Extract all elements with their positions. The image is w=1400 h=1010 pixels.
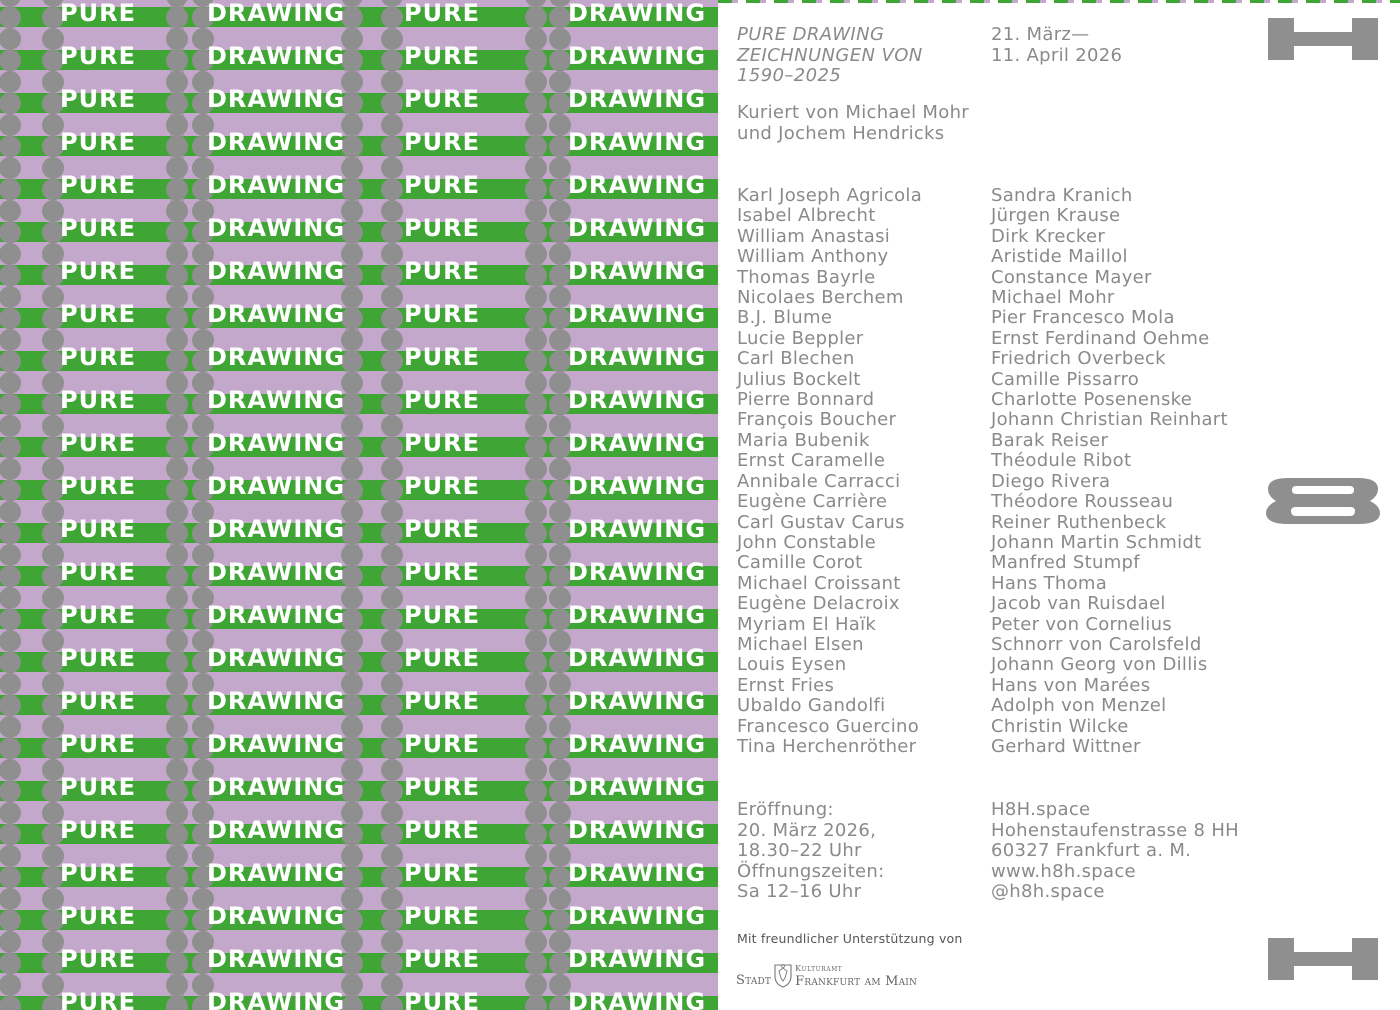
pattern-word: PURE	[60, 429, 136, 457]
artist-name: Carl Blechen	[737, 348, 855, 370]
pattern-word: PURE	[60, 773, 136, 801]
artist-name: Johann Christian Reinhart	[991, 409, 1228, 431]
artist-name: Ernst Caramelle	[737, 450, 886, 472]
pattern-word: PURE	[404, 687, 480, 715]
title-line: 1590–2025	[737, 65, 842, 86]
support-text: Mit freundlicher Unterstützung von	[737, 931, 963, 946]
artist-name: Tina Herchenröther	[737, 735, 917, 757]
artist-name: Reiner Ruthenbeck	[991, 511, 1167, 533]
grey-dot	[0, 888, 21, 910]
pattern-word: DRAWING	[206, 257, 346, 285]
artist-name: Gerhard Wittner	[991, 735, 1141, 757]
venue-website[interactable]: www.h8h.space	[991, 860, 1136, 882]
pattern-word: DRAWING	[567, 128, 707, 156]
artist-name: Michael Mohr	[991, 287, 1115, 309]
pattern-word: PURE	[404, 214, 480, 242]
pattern-word: PURE	[404, 730, 480, 758]
pattern-word: PURE	[60, 472, 136, 500]
artist-name: Michael Croissant	[737, 572, 901, 594]
pattern-word: PURE	[60, 558, 136, 586]
grey-dot	[381, 265, 403, 287]
grey-dot	[0, 71, 21, 93]
grey-dot	[0, 437, 21, 459]
pattern-word: DRAWING	[567, 472, 707, 500]
pattern-word: DRAWING	[206, 85, 346, 113]
artist-name: Myriam El Haïk	[737, 613, 877, 635]
grey-dot	[0, 824, 21, 846]
grey-dot	[381, 716, 403, 738]
pattern-word: PURE	[60, 515, 136, 543]
artist-name: Maria Bubenik	[737, 429, 870, 451]
pattern-word: DRAWING	[567, 515, 707, 543]
grey-dot	[381, 673, 403, 695]
artist-name: Annibale Carracci	[737, 470, 901, 492]
exhibition-title	[737, 25, 923, 87]
artist-name: Pierre Bonnard	[737, 389, 875, 411]
grey-dot	[0, 286, 21, 308]
grey-dot	[381, 458, 403, 480]
pattern-word: PURE	[60, 85, 136, 113]
pattern-word: PURE	[404, 171, 480, 199]
venue-city: 60327 Frankfurt a. M.	[991, 840, 1192, 861]
text-panel	[718, 0, 1400, 1010]
artist-name: Adolph von Menzel	[991, 695, 1167, 717]
pattern-word: DRAWING	[567, 214, 707, 242]
opening-line: Sa 12–16 Uhr	[737, 881, 862, 902]
artist-name: Ubaldo Gandolfi	[737, 695, 886, 717]
grey-dot	[0, 28, 21, 50]
artist-name: Sandra Kranich	[991, 185, 1133, 206]
eight-logo-icon	[1266, 478, 1380, 524]
pattern-word: DRAWING	[206, 0, 346, 27]
artist-name: Hans Thoma	[991, 572, 1108, 594]
artist-name: Ernst Fries	[737, 674, 835, 696]
artist-name: Lucie Beppler	[737, 327, 864, 349]
artist-name: William Anthony	[737, 246, 889, 268]
title-line: ZEICHNUNGEN VON	[737, 44, 923, 66]
artist-name: Carl Gustav Carus	[737, 511, 905, 533]
grey-dot	[0, 931, 21, 953]
pattern-word: DRAWING	[206, 429, 346, 457]
pattern-word: PURE	[404, 472, 480, 500]
artist-name: Diego Rivera	[991, 470, 1111, 492]
opening-line: Eröffnung:	[737, 799, 834, 820]
pattern-word: PURE	[404, 558, 480, 586]
grey-dot	[381, 630, 403, 652]
pattern-word: PURE	[60, 988, 136, 1010]
logo-right-text	[795, 962, 917, 988]
pattern-word: PURE	[404, 85, 480, 113]
pattern-word: PURE	[404, 42, 480, 70]
artist-name: Manfred Stumpf	[991, 552, 1140, 574]
grey-dot	[381, 867, 403, 889]
grey-dot	[0, 673, 21, 695]
grey-dot	[0, 630, 21, 652]
artist-name: Julius Bockelt	[737, 368, 861, 390]
grey-dot	[0, 738, 21, 760]
pattern-word: DRAWING	[567, 859, 707, 887]
pattern-word: PURE	[60, 816, 136, 844]
date-line: 21. März—	[991, 24, 1090, 45]
pattern-word: PURE	[404, 429, 480, 457]
grey-dot	[0, 867, 21, 889]
artist-name: Friedrich Overbeck	[991, 348, 1166, 370]
grey-dot	[0, 136, 21, 158]
pattern-word: PURE	[60, 171, 136, 199]
pattern-word: DRAWING	[567, 257, 707, 285]
grey-dot	[0, 910, 21, 932]
grey-dot	[381, 50, 403, 72]
pattern-word: DRAWING	[206, 601, 346, 629]
grey-dot	[0, 759, 21, 781]
grey-dot	[381, 179, 403, 201]
artist-name: John Constable	[737, 531, 877, 553]
artist-name: Dirk Krecker	[991, 225, 1106, 247]
pattern-word: DRAWING	[206, 558, 346, 586]
pattern-word: DRAWING	[206, 730, 346, 758]
grey-dot	[381, 480, 403, 502]
pattern-word: PURE	[404, 816, 480, 844]
pattern-word: DRAWING	[567, 386, 707, 414]
grey-dot	[0, 716, 21, 738]
pattern-word: DRAWING	[567, 730, 707, 758]
grey-dot	[381, 71, 403, 93]
pattern-word: DRAWING	[567, 773, 707, 801]
grey-dot	[381, 544, 403, 566]
pattern-word: DRAWING	[206, 945, 346, 973]
grey-dot	[381, 738, 403, 760]
grey-dot	[0, 157, 21, 179]
grey-dot	[0, 845, 21, 867]
pattern-word: PURE	[404, 257, 480, 285]
pattern-word: DRAWING	[206, 42, 346, 70]
grey-dot	[0, 544, 21, 566]
date-line: 11. April 2026	[991, 44, 1123, 66]
pattern-word: PURE	[404, 515, 480, 543]
artist-name: Ernst Ferdinand Oehme	[991, 327, 1210, 349]
pattern-word: PURE	[404, 601, 480, 629]
artist-name: Pier Francesco Mola	[991, 307, 1175, 329]
pattern-word: DRAWING	[567, 687, 707, 715]
pattern-word: DRAWING	[567, 85, 707, 113]
curator-line: und Jochem Hendricks	[737, 122, 945, 144]
pattern-word: PURE	[60, 859, 136, 887]
grey-dot	[0, 200, 21, 222]
pattern-word: DRAWING	[567, 558, 707, 586]
city-crest-icon	[772, 962, 794, 988]
opening-line: Öffnungszeiten:	[737, 860, 885, 882]
grey-dot	[0, 329, 21, 351]
grey-dot	[381, 222, 403, 244]
pattern-word: PURE	[60, 730, 136, 758]
pattern-word: PURE	[60, 300, 136, 328]
artist-name: Camille Pissarro	[991, 368, 1140, 390]
pattern-word: DRAWING	[206, 386, 346, 414]
pattern-word: DRAWING	[206, 472, 346, 500]
pattern-word: DRAWING	[567, 644, 707, 672]
grey-dot	[0, 781, 21, 803]
grey-dot	[381, 329, 403, 351]
venue-name: H8H.space	[991, 799, 1091, 820]
eight-glyph	[1266, 478, 1380, 524]
pattern-word: PURE	[404, 773, 480, 801]
artist-name: François Boucher	[737, 409, 897, 431]
pattern-word: PURE	[404, 902, 480, 930]
pattern-word: DRAWING	[206, 171, 346, 199]
grey-dot	[0, 222, 21, 244]
opening-line: 20. März 2026,	[737, 819, 877, 841]
pattern-word: DRAWING	[206, 343, 346, 371]
artist-name: Peter von Cornelius	[991, 613, 1172, 635]
h-glyph-top	[1268, 18, 1378, 60]
grey-dot	[381, 781, 403, 803]
pattern-word: DRAWING	[567, 601, 707, 629]
logo-word-stadt: Stadt	[736, 973, 772, 988]
grey-dot	[381, 437, 403, 459]
grey-dot	[0, 351, 21, 373]
grey-dot	[381, 286, 403, 308]
pattern-word: DRAWING	[567, 429, 707, 457]
artist-name: Schnorr von Carolsfeld	[991, 633, 1202, 655]
pattern-word: PURE	[60, 687, 136, 715]
pattern-word: PURE	[404, 859, 480, 887]
pattern-word: DRAWING	[567, 0, 707, 27]
artist-list-left	[737, 186, 922, 757]
artist-name: Hans von Marées	[991, 674, 1151, 696]
artist-name: Isabel Albrecht	[737, 205, 876, 227]
pattern-word: PURE	[404, 128, 480, 156]
grey-dot	[381, 759, 403, 781]
grey-dot	[381, 802, 403, 824]
logo-word-frankfurt: Frankfurt am Main	[795, 974, 918, 989]
grey-dot	[381, 845, 403, 867]
grey-dot	[0, 372, 21, 394]
pattern-word: PURE	[60, 945, 136, 973]
pattern-word: DRAWING	[567, 343, 707, 371]
artist-name: Michael Elsen	[737, 633, 864, 655]
grey-dot	[381, 888, 403, 910]
pattern-word: DRAWING	[567, 988, 707, 1010]
artist-name: Constance Mayer	[991, 266, 1152, 288]
grey-dot	[381, 587, 403, 609]
artist-name: Johann Martin Schmidt	[991, 531, 1202, 553]
pattern-word: DRAWING	[567, 816, 707, 844]
grey-dot	[381, 308, 403, 330]
pattern-word: DRAWING	[567, 42, 707, 70]
pattern-word: PURE	[60, 343, 136, 371]
grey-dot	[381, 372, 403, 394]
pattern-word: PURE	[404, 300, 480, 328]
grey-dot	[0, 501, 21, 523]
grey-column	[170, 0, 184, 1010]
artist-name: B.J. Blume	[737, 307, 833, 329]
pattern-word: DRAWING	[206, 859, 346, 887]
venue-street: Hohenstaufenstrasse 8 HH	[991, 819, 1239, 841]
grey-dot	[381, 114, 403, 136]
artist-name: Aristide Maillol	[991, 246, 1128, 268]
grey-dot	[381, 200, 403, 222]
grey-dot	[381, 695, 403, 717]
artist-name: Jacob van Ruisdael	[991, 593, 1166, 615]
grey-dot	[381, 7, 403, 29]
grey-dot	[381, 953, 403, 975]
pattern-word: PURE	[60, 902, 136, 930]
pattern-word: PURE	[60, 214, 136, 242]
grey-dot	[381, 394, 403, 416]
kulturamt-frankfurt-logo	[736, 962, 917, 988]
grey-dot	[0, 458, 21, 480]
pattern-word: DRAWING	[206, 644, 346, 672]
grey-dot	[0, 50, 21, 72]
artist-name: Nicolaes Berchem	[737, 287, 904, 309]
grey-dot	[381, 243, 403, 265]
exhibition-dates	[991, 25, 1122, 66]
pattern-word: DRAWING	[567, 300, 707, 328]
opening-line: 18.30–22 Uhr	[737, 840, 862, 861]
grey-dot	[381, 351, 403, 373]
grey-dot	[0, 243, 21, 265]
pattern-word: PURE	[404, 0, 480, 27]
grey-dot	[381, 974, 403, 996]
grey-dot	[381, 136, 403, 158]
grey-dot	[0, 974, 21, 996]
pattern-word: PURE	[404, 945, 480, 973]
grey-dot	[381, 910, 403, 932]
grey-dot	[0, 415, 21, 437]
h-logo-top-icon	[1268, 18, 1378, 60]
grey-dot	[381, 566, 403, 588]
grey-dot	[381, 652, 403, 674]
pattern-word: DRAWING	[206, 214, 346, 242]
pattern-word: DRAWING	[206, 816, 346, 844]
artist-name: Jürgen Krause	[991, 205, 1121, 227]
grey-dot	[0, 802, 21, 824]
grey-dot	[381, 501, 403, 523]
grey-dot	[0, 953, 21, 975]
pattern-word: PURE	[60, 128, 136, 156]
artist-name: Johann Georg von Dillis	[991, 654, 1208, 676]
grey-dot	[0, 265, 21, 287]
pattern-word: PURE	[404, 644, 480, 672]
curator-credit	[737, 103, 969, 144]
pattern-word: PURE	[60, 0, 136, 27]
artist-name: Camille Corot	[737, 552, 863, 574]
pattern-word: DRAWING	[567, 902, 707, 930]
artist-name: Charlotte Posenenske	[991, 389, 1193, 411]
pattern-word: PURE	[60, 257, 136, 285]
grey-dot	[381, 824, 403, 846]
grey-dot	[381, 157, 403, 179]
grey-dot	[381, 609, 403, 631]
grey-dot	[0, 523, 21, 545]
artist-name: Karl Joseph Agricola	[737, 185, 923, 206]
artist-name: Théodule Ribot	[991, 450, 1132, 472]
venue-instagram[interactable]: @h8h.space	[991, 881, 1105, 902]
artist-list-right	[991, 186, 1228, 757]
grey-dot	[0, 587, 21, 609]
pattern-word: PURE	[404, 988, 480, 1010]
pattern-word: DRAWING	[206, 300, 346, 328]
grey-dot	[0, 7, 21, 29]
artist-name: Thomas Bayrle	[737, 266, 876, 288]
grey-column	[529, 0, 543, 1010]
pattern-word: PURE	[60, 386, 136, 414]
pattern-word: DRAWING	[206, 988, 346, 1010]
pattern-word: PURE	[60, 42, 136, 70]
pattern-word: DRAWING	[206, 773, 346, 801]
grey-dot	[0, 695, 21, 717]
grey-dot	[0, 179, 21, 201]
grey-dot	[0, 652, 21, 674]
logo-word-kulturamt: Kulturamt	[795, 964, 843, 973]
grey-dot	[381, 415, 403, 437]
artist-name: Eugène Carrière	[737, 491, 888, 513]
grey-dot	[0, 566, 21, 588]
pattern-word: DRAWING	[206, 128, 346, 156]
artist-name: Théodore Rousseau	[991, 491, 1174, 513]
grey-dot	[0, 114, 21, 136]
grey-dot	[0, 609, 21, 631]
h-logo-bottom-icon	[1268, 938, 1378, 980]
grey-column	[345, 0, 359, 1010]
grey-dot	[0, 394, 21, 416]
h-glyph-bottom	[1268, 938, 1378, 980]
grey-dot	[0, 93, 21, 115]
artist-name: Eugène Delacroix	[737, 593, 900, 615]
venue-info	[991, 800, 1239, 903]
grey-dot	[381, 931, 403, 953]
grey-dot	[381, 28, 403, 50]
pattern-word: PURE	[60, 644, 136, 672]
pattern-word: DRAWING	[206, 687, 346, 715]
artist-name: Francesco Guercino	[737, 715, 920, 737]
opening-info	[737, 800, 885, 903]
grey-dot	[0, 308, 21, 330]
pattern-word: PURE	[60, 601, 136, 629]
grey-dot	[381, 93, 403, 115]
pattern-word: PURE	[404, 343, 480, 371]
artist-name: Louis Eysen	[737, 654, 847, 676]
artist-name: Christin Wilcke	[991, 715, 1129, 737]
artist-name: Barak Reiser	[991, 429, 1109, 451]
artist-name: William Anastasi	[737, 225, 891, 247]
grey-dot	[381, 523, 403, 545]
grey-dot	[0, 480, 21, 502]
title-line: PURE DRAWING	[737, 24, 885, 45]
pattern-word: DRAWING	[206, 902, 346, 930]
curator-line: Kuriert von Michael Mohr	[737, 102, 969, 123]
pattern-word: DRAWING	[206, 515, 346, 543]
pattern-word: DRAWING	[567, 171, 707, 199]
pattern-word: DRAWING	[567, 945, 707, 973]
pattern-word: PURE	[404, 386, 480, 414]
